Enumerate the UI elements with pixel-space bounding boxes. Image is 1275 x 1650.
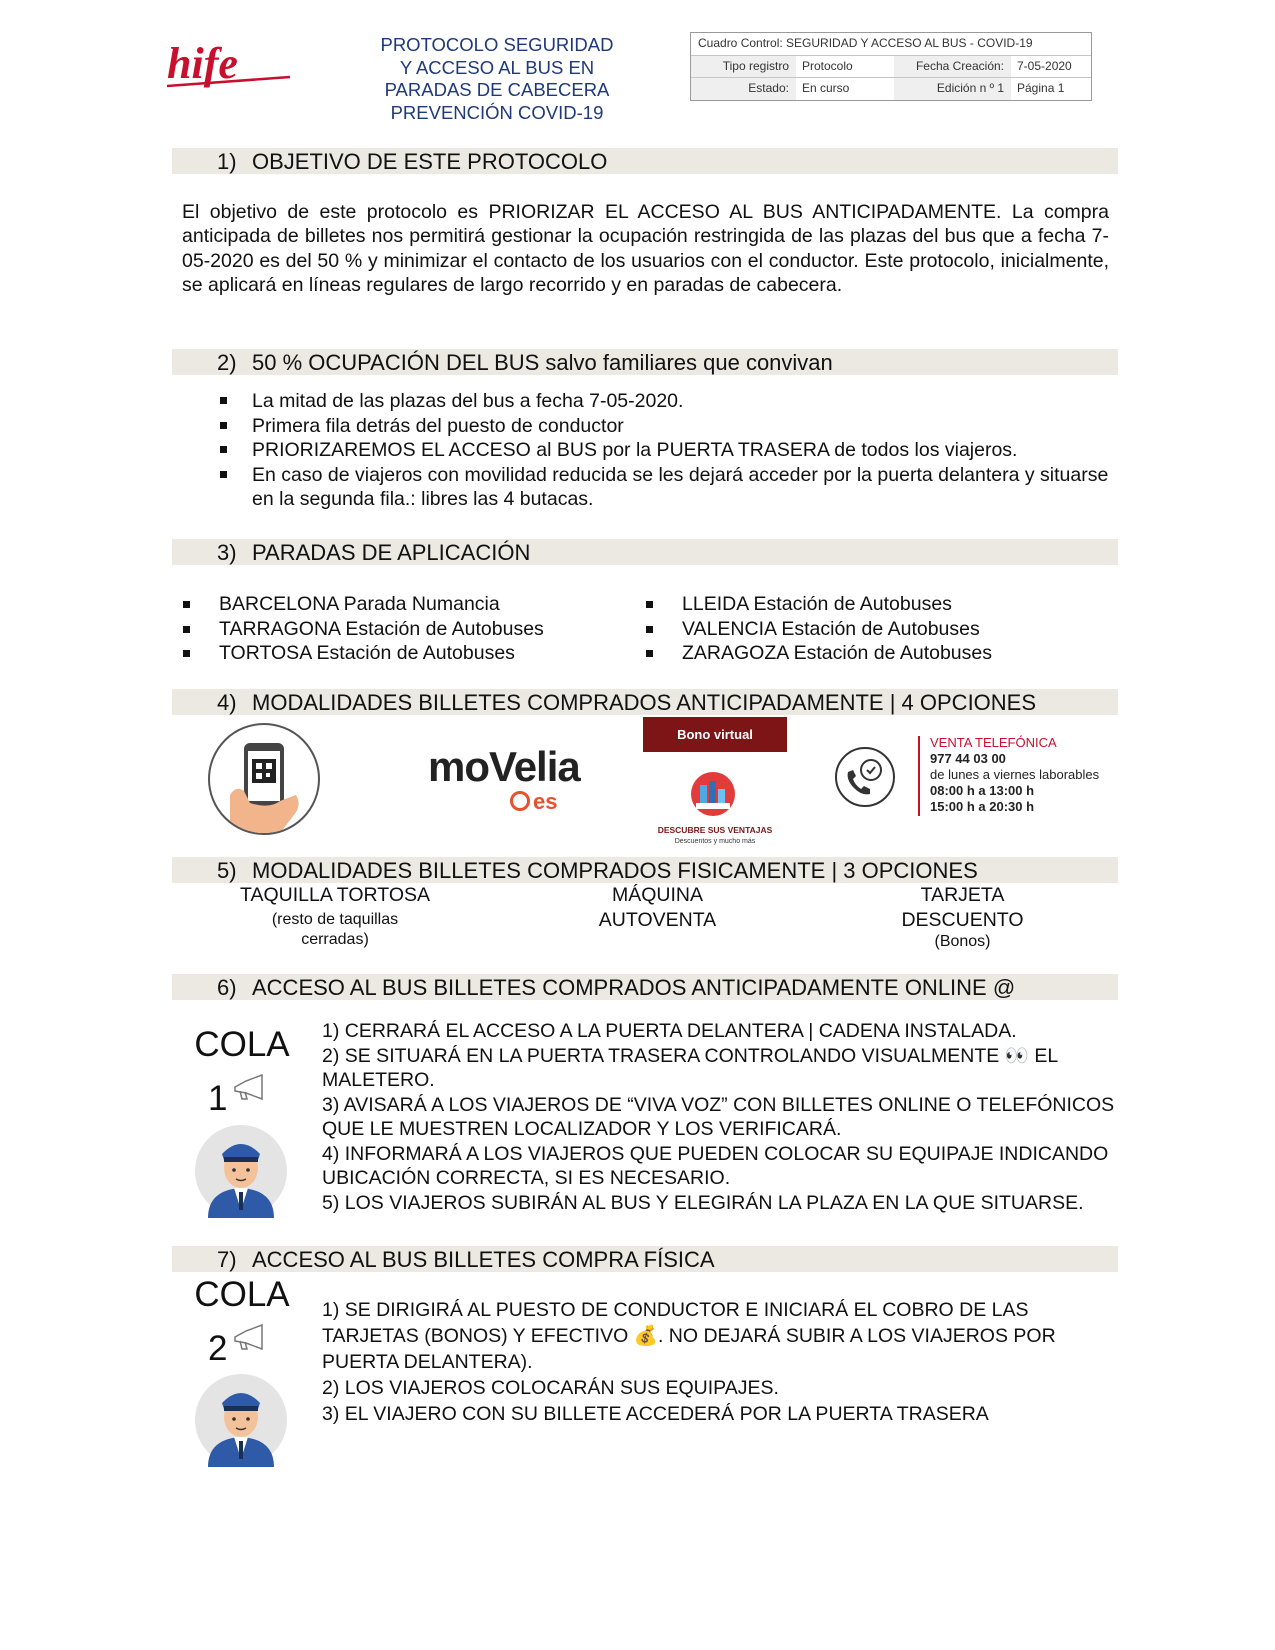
venta-telefonica-block: [930, 735, 1130, 815]
section-4-header: [172, 689, 1118, 715]
list-item: En caso de viajeros con movilidad reducida se les dejará acceder por la puerta delantera y situarse en la segunda fila.: libres las 4 butacas.: [218, 463, 1113, 512]
movelia-es: [510, 789, 557, 815]
list-item: La mitad de las plazas del bus a fecha 7-05-2020.: [218, 389, 1113, 414]
step-item: 3) EL VIAJERO CON SU BILLETE ACCEDERÁ POR LA PUERTA TRASERA: [322, 1403, 989, 1425]
svg-text:hife: hife: [167, 42, 238, 88]
section-number: 4): [217, 690, 237, 715]
cola-2-number-row: [208, 1322, 270, 1369]
cola-2-steps: [322, 1297, 1122, 1427]
section-7-header: [172, 1246, 1118, 1272]
option-maquina: [585, 883, 730, 932]
control-table: [690, 32, 1092, 101]
bono-subcaption: Descuentos y mucho más: [674, 838, 756, 845]
section-3-header: [172, 539, 1118, 565]
stops-list-left: [183, 592, 623, 666]
section-number: 2): [217, 350, 237, 375]
megaphone-icon: [232, 1322, 270, 1352]
option-title: TARJETA DESCUENTO: [901, 884, 1024, 931]
hife-logo: [165, 42, 300, 94]
section-title: MODALIDADES BILLETES COMPRADOS FISICAMENTE | 3 OPCIONES: [252, 858, 978, 883]
list-item: PRIORIZAREMOS EL ACCESO al BUS por la PUERTA TRASERA de todos los viajeros.: [218, 438, 1113, 463]
section-title: MODALIDADES BILLETES COMPRADOS ANTICIPADAMENTE | 4 OPCIONES: [252, 690, 1037, 715]
section-title: PARADAS DE APLICACIÓN: [252, 540, 531, 565]
occupancy-list: [218, 389, 1113, 512]
cola-2-label: COLA: [194, 1275, 290, 1314]
option-taquilla: [220, 883, 450, 950]
section-1-header: [172, 148, 1118, 174]
movelia-wordmark: moVelia: [428, 743, 580, 790]
section-title: 50 % OCUPACIÓN DEL BUS salvo familiares que convivan: [252, 350, 833, 375]
step-item: 1) CERRARÁ EL ACCESO A LA PUERTA DELANTERA | CADENA INSTALADA.: [322, 1020, 1017, 1042]
step-item: 4) INFORMARÁ A LOS VIAJEROS QUE PUEDEN COLOCAR SU EQUIPAJE INDICANDO UBICACIÓN CORRECTA, SI ES NECESARIO.: [322, 1142, 1109, 1189]
megaphone-icon: [232, 1072, 270, 1102]
cola-1-label: COLA: [194, 1025, 290, 1064]
step-item: 5) LOS VIAJEROS SUBIRÁN AL BUS Y ELEGIRÁN LA PLAZA EN LA QUE SITUARSE.: [322, 1191, 1084, 1214]
pagina-value: Página 1: [1017, 81, 1065, 95]
edicion-label: Edición n º 1: [894, 78, 1011, 100]
estado-label: Estado:: [691, 78, 796, 100]
movelia-e-icon: [510, 791, 530, 811]
movelia-es-text: es: [533, 789, 558, 814]
venta-hours-afternoon: 15:00 h a 20:30 h: [930, 799, 1035, 814]
fecha-value: 7-05-2020: [1017, 58, 1072, 73]
list-item: BARCELONA Parada Numancia: [183, 592, 623, 617]
step-item: 1) SE DIRIGIRÁ AL PUESTO DE CONDUCTOR E INICIARÁ EL COBRO DE LAS TARJETAS (BONOS) Y EFECTIVO 💰. NO DEJARÁ SUBIR A LOS VIAJEROS POR PUERTA DELANTERA).: [322, 1299, 1056, 1373]
section-number: 1): [217, 149, 237, 174]
section-title: OBJETIVO DE ESTE PROTOCOLO: [252, 149, 608, 174]
section-5-header: [172, 857, 1118, 883]
qr-phone-icon: [208, 723, 320, 835]
cola-number: 1: [208, 1079, 228, 1118]
cola-1-steps: [322, 1019, 1122, 1215]
option-title: MÁQUINA AUTOVENTA: [598, 884, 717, 931]
list-item: LLEIDA Estación de Autobuses: [646, 592, 1086, 617]
cola-1-number-row: [208, 1072, 270, 1119]
venta-phone: 977 44 03 00: [930, 751, 1006, 766]
bono-bus-icon: [690, 771, 736, 817]
step-item: 2) SE SITUARÁ EN LA PUERTA TRASERA CONTROLANDO VISUALMENTE 👀 EL MALETERO.: [322, 1044, 1058, 1091]
list-item: Primera fila detrás del puesto de conductor: [218, 414, 1113, 439]
section-title: ACCESO AL BUS BILLETES COMPRADOS ANTICIPADAMENTE ONLINE @: [252, 975, 1016, 1000]
document-title: [352, 34, 642, 124]
venta-hours-morning: 08:00 h a 13:00 h: [930, 783, 1035, 798]
option-tarjeta: [880, 883, 1045, 952]
title-line: PREVENCIÓN COVID-19: [390, 101, 604, 123]
venta-divider: [918, 736, 920, 816]
list-item: TORTOSA Estación de Autobuses: [183, 641, 623, 666]
section-number: 6): [217, 975, 237, 1000]
phone-clock-icon: [834, 746, 896, 808]
bono-caption: DESCUBRE SUS VENTAJAS: [657, 825, 773, 835]
option-title: TAQUILLA TORTOSA: [239, 884, 431, 906]
stops-list-right: [646, 592, 1086, 666]
section-number: 7): [217, 1247, 237, 1272]
step-item: 2) LOS VIAJEROS COLOCARÁN SUS EQUIPAJES.: [322, 1377, 779, 1399]
venta-title: VENTA TELEFÓNICA: [930, 735, 1057, 750]
title-line: Y ACCESO AL BUS EN: [399, 56, 595, 78]
section-number: 3): [217, 540, 237, 565]
movelia-logo: [428, 745, 588, 820]
control-title: Cuadro Control: SEGURIDAD Y ACCESO AL BUS - COVID-19: [698, 36, 1033, 50]
tipo-value: Protocolo: [802, 58, 853, 73]
section-2-header: [172, 349, 1118, 375]
option-subtitle: (Bonos): [934, 933, 991, 950]
title-line: PROTOCOLO SEGURIDAD: [380, 34, 614, 55]
venta-days: de lunes a viernes laborables: [930, 767, 1100, 782]
driver-avatar: [194, 1373, 288, 1467]
section-title: ACCESO AL BUS BILLETES COMPRA FÍSICA: [252, 1247, 715, 1272]
list-item: VALENCIA Estación de Autobuses: [646, 617, 1086, 642]
option-subtitle: (resto de taquillas cerradas): [271, 910, 399, 948]
section-number: 5): [217, 858, 237, 883]
tipo-label: Tipo registro: [691, 56, 796, 78]
list-item: ZARAGOZA Estación de Autobuses: [646, 641, 1086, 666]
estado-value: En curso: [802, 81, 850, 95]
bono-virtual-banner: Bono virtual: [643, 717, 787, 752]
cola-number: 2: [208, 1329, 228, 1368]
list-item: TARRAGONA Estación de Autobuses: [183, 617, 623, 642]
driver-avatar: [194, 1124, 288, 1218]
step-item: 3) AVISARÁ A LOS VIAJEROS DE “VIVA VOZ” CON BILLETES ONLINE O TELEFÓNICOS QUE LE MUESTREN LOCALIZADOR Y LOS VERIFICARÁ.: [322, 1093, 1115, 1140]
title-line: PARADAS DE CABECERA: [384, 79, 610, 100]
section-6-header: [172, 974, 1118, 1000]
objective-paragraph: El objetivo de este protocolo es PRIORIZAR EL ACCESO AL BUS ANTICIPADAMENTE. La compra anticipada de billetes nos permitirá gestionar la ocupación restringida de las plazas del bus que a fecha 7-05-2020 es del 50 % y minimizar el contacto de los usuarios con el conductor. Este protocolo, inicialmente, se aplicará en líneas regulares de largo recorrido y en paradas de cabecera.: [182, 201, 1109, 296]
fecha-label: Fecha Creación:: [894, 56, 1011, 78]
